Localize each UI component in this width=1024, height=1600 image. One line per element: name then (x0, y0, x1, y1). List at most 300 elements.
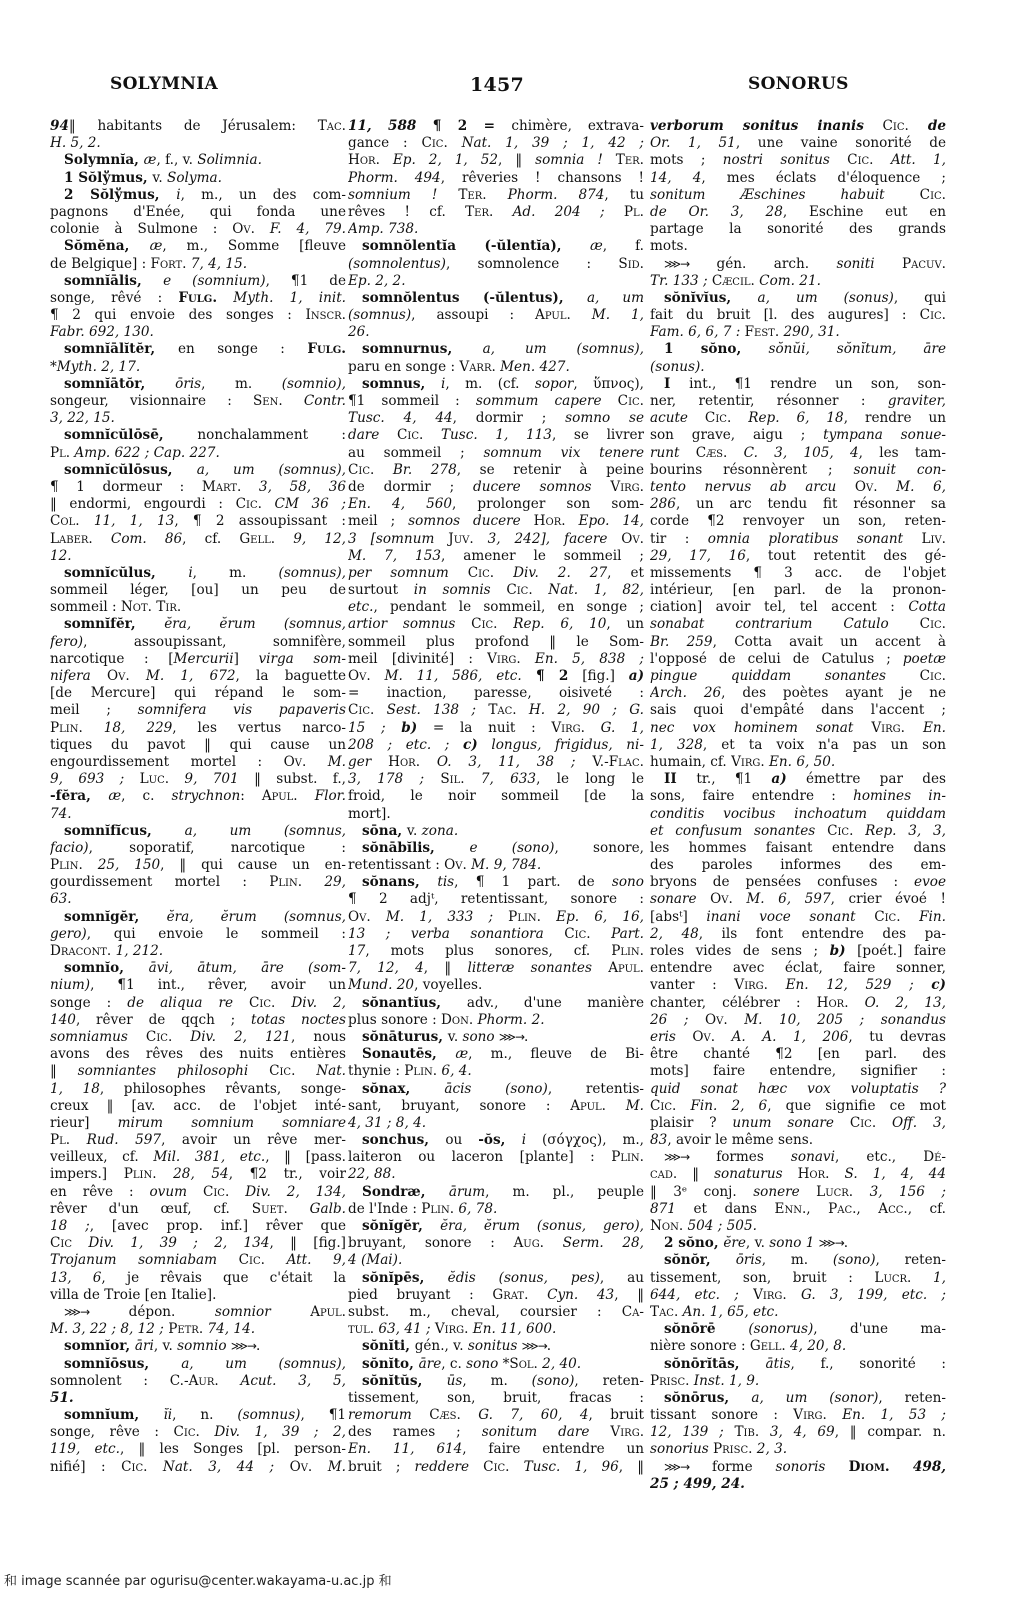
italic-text: 22, 88. (348, 1166, 396, 1183)
text-run: froid, le noir sommeil [de la (348, 788, 644, 805)
italic-text: 25 ; 499, 24. (650, 1475, 745, 1492)
text-run: villa de Troie [en Italie]. (50, 1286, 217, 1303)
author-abbreviation: Cic (50, 1235, 73, 1252)
text-run: ¶ 2 = (416, 118, 512, 134)
italic-text: per somnum (348, 564, 449, 581)
text-run: engourdissement mortel : (50, 753, 284, 770)
text-line (348, 1098, 644, 1115)
see-also-arrow-icon: ⋙→ (64, 1304, 90, 1319)
text-line (348, 1012, 644, 1029)
italic-text: ĕre (723, 1235, 746, 1252)
text-line (348, 651, 644, 668)
text-run: pagnons d'Enée, qui fonda une (50, 203, 346, 220)
text-run: , ils font entendre des pa- (698, 925, 946, 942)
text-run: forme (689, 1458, 776, 1475)
author-abbreviation: Dracont. (50, 943, 112, 959)
italic-text: acute (650, 410, 688, 427)
author-abbreviation: Aug. (513, 1235, 545, 1252)
italic-text: ĕra, ĕrum (somnus, (164, 616, 346, 633)
italic-text: Rud. 597 (70, 1132, 162, 1149)
headword: somnĭum, (64, 1407, 164, 1424)
text-run: somnolent : (50, 1372, 170, 1389)
text-line (50, 599, 346, 616)
author-abbreviation: Hor. (371, 753, 421, 770)
italic-text: Rep. 6, 18 (731, 410, 844, 427)
text-line (650, 1424, 946, 1441)
author-abbreviation: Plin. (123, 1166, 157, 1183)
italic-text: 13 ; verba sonantiora (348, 925, 544, 942)
text-line (348, 582, 644, 599)
italic-text: sonavi (790, 1149, 835, 1166)
text-run: , reten- (574, 1372, 644, 1389)
author-abbreviation: Ov. (232, 221, 255, 238)
text-line (348, 1081, 644, 1098)
author-abbreviation: Ov. (607, 530, 644, 547)
italic-text: Div. 2, 134, (229, 1183, 346, 1200)
italic-text: 3, 4, 69 (759, 1424, 835, 1441)
italic-text: Trojanum somniabam (50, 1252, 218, 1269)
text-line (650, 1184, 946, 1201)
text-run: meil [divinité] : (348, 650, 488, 667)
text-line (348, 685, 644, 702)
text-run: , que signifie ce mot (767, 1097, 946, 1114)
headword: Solymnĭa, (64, 152, 144, 169)
text-run: , somnolence : (445, 255, 619, 272)
text-line (650, 685, 946, 702)
text-line (650, 427, 946, 444)
see-also-arrow-icon: ⋙→ (664, 256, 690, 271)
text-line (348, 170, 644, 187)
italic-text: in somnis (413, 582, 491, 599)
italic-text: 208 ; etc. ; (348, 736, 464, 753)
text-line (348, 634, 644, 651)
italic-text: verborum sonitus inanis (650, 118, 864, 134)
text-run: , tu devras (848, 1028, 946, 1045)
italic-text: i (441, 375, 446, 392)
italic-text: i (176, 186, 181, 203)
italic-text: 13, 6 (50, 1269, 102, 1286)
text-line (650, 118, 946, 135)
italic-text: M. 10, 205 ; sonandus (727, 1011, 946, 1028)
italic-text: inani voce sonant (706, 908, 856, 925)
italic-text: Br. 278 (374, 461, 457, 478)
text-run: roles vides de sens ; (650, 943, 830, 959)
text-line (50, 1132, 346, 1149)
italic-text: 3, 156 ; (853, 1183, 946, 1200)
italic-text: c) (931, 977, 946, 994)
italic-text: 1, 328 (650, 736, 703, 753)
text-line (650, 1063, 946, 1080)
text-run: de Belgique] : (50, 255, 151, 272)
italic-text: *Myth. 2, 17. (50, 358, 141, 375)
text-line (650, 238, 946, 255)
author-abbreviation: Cic. (888, 616, 946, 633)
italic-text: de Or. 3, 28 (650, 203, 783, 220)
text-run: impers.] (50, 1166, 124, 1183)
italic-text: Cotta (908, 599, 946, 616)
text-line (348, 1287, 644, 1304)
text-line (650, 324, 946, 341)
text-line (50, 359, 346, 376)
text-run: , voyelles. (414, 977, 483, 994)
text-line (348, 788, 644, 805)
text-line (650, 1321, 946, 1338)
text-line (348, 290, 644, 307)
text-run: rêver d'un œuf, cf. (50, 1200, 252, 1217)
italic-text: 26 ; (650, 1011, 689, 1028)
author-abbreviation: Cic. (248, 1063, 296, 1080)
text-line (348, 238, 644, 255)
author-abbreviation: Virg. (589, 1424, 644, 1441)
author-abbreviation: Plin. (269, 874, 303, 891)
italic-text: ducere somnos (473, 478, 592, 495)
italic-text: 17 (348, 943, 366, 959)
italic-text: Amp. 738. (348, 221, 419, 238)
text-run: ¶ 2 (521, 668, 569, 684)
author-abbreviation: Plin. (493, 908, 541, 925)
text-run: , la baguette (235, 668, 346, 684)
text-run: ‖ 3ᵉ conj. (650, 1183, 754, 1200)
italic-text: 28, 54 (156, 1166, 229, 1183)
text-line (348, 513, 644, 530)
italic-text: sommum capere (475, 393, 602, 409)
text-line (50, 1304, 346, 1321)
see-also-arrow-icon: ⋙→ (664, 1459, 690, 1474)
text-run: ‖ (677, 1166, 715, 1183)
text-line (50, 393, 346, 410)
text-line (50, 1149, 346, 1166)
author-abbreviation: Cæcil. (707, 272, 755, 289)
text-line (348, 1218, 644, 1235)
text-line (348, 926, 644, 943)
headword: 1 Sŏlўmus, (64, 169, 153, 186)
italic-text: zona. (421, 822, 459, 839)
italic-text: āre (418, 1355, 442, 1372)
text-run: ‖ habitants de Jérusalem: (68, 118, 318, 134)
author-abbreviation: Lucr. (799, 1183, 854, 1200)
text-run: = la nuit : (417, 719, 552, 736)
text-line (348, 909, 644, 926)
author-abbreviation: Plin. (50, 857, 83, 874)
text-line (50, 1287, 346, 1304)
italic-text: remorum (348, 1407, 412, 1424)
text-run: ¶1 sommeil : (348, 393, 476, 409)
text-run: , dormir ; (452, 410, 566, 427)
italic-text: quid sonat hæc vox voluptatis ? (650, 1080, 946, 1097)
text-run: , [avec prop. inf.] rêver que (89, 1218, 346, 1234)
text-run: meil ; (50, 702, 138, 719)
text-line (650, 1287, 946, 1304)
text-run: , assoupi : (411, 307, 536, 324)
italic-text: Cyn. 43 (528, 1286, 615, 1303)
text-line (650, 616, 946, 633)
text-line (348, 1459, 644, 1476)
text-run: dépon. (89, 1303, 215, 1320)
italic-text: 63. (50, 891, 72, 908)
italic-text: Phorm. 494 (348, 169, 441, 186)
italic-text: 7, 4, 15. (186, 255, 248, 272)
italic-text: Ad. 204 ; (493, 203, 605, 220)
text-line (650, 977, 946, 994)
text-run: int., ¶1 rendre un son, son- (689, 375, 946, 392)
text-line (50, 771, 346, 788)
text-run: , reten- (875, 1252, 946, 1269)
text-run: sommeil léger, [ou] un peu de (50, 582, 346, 599)
italic-text: 18, 229 (82, 719, 173, 736)
text-line (348, 977, 644, 994)
text-run: ] (233, 650, 259, 667)
headword: sŏnantĭus, (362, 994, 467, 1011)
text-line (650, 221, 946, 238)
italic-text: Off. 3, (876, 1114, 946, 1131)
text-run: , soporatif, narcotique : (88, 839, 346, 856)
text-line (348, 1252, 644, 1269)
italic-text: En. 5, 838 ; (520, 650, 644, 667)
text-line (50, 634, 346, 651)
text-line (650, 891, 946, 908)
author-abbreviation: C.-Aur. (169, 1372, 219, 1389)
author-abbreviation: Plin. (611, 1149, 644, 1166)
text-line (50, 668, 346, 685)
italic-text: āvi, ātum, āre (som- (148, 960, 346, 977)
italic-text: e (sono) (469, 839, 555, 856)
italic-text: Div. 2. 27 (494, 564, 608, 581)
text-run: ciation] avoir tel, tel accent : (650, 599, 909, 616)
italic-text: unum sonare (732, 1114, 834, 1131)
text-line (50, 513, 346, 530)
text-line (50, 754, 346, 771)
text-line (650, 582, 946, 599)
italic-text: Com. 86 (92, 530, 183, 547)
headword: somnĭor, (64, 1338, 135, 1355)
italic-text: Serm. 28, (544, 1235, 644, 1252)
text-line (50, 376, 346, 393)
text-line (348, 1235, 644, 1252)
text-line (50, 651, 346, 668)
author-abbreviation: Apul. (261, 788, 298, 805)
text-run: , m. (192, 564, 279, 581)
text-run: . (546, 1338, 552, 1355)
text-run: , avoir le même sens. (667, 1132, 814, 1149)
italic-text: somnio (177, 1338, 231, 1355)
text-line (650, 256, 946, 273)
italic-text: Br. 259 (650, 633, 713, 650)
author-abbreviation: Apul. (570, 1097, 606, 1114)
text-line (50, 857, 346, 874)
text-line (650, 1373, 946, 1390)
text-line (650, 1407, 946, 1424)
text-run: plaisir ? (650, 1114, 733, 1131)
author-abbreviation: tul. (348, 1321, 375, 1338)
text-line (50, 720, 346, 737)
text-run: vanter : (650, 977, 735, 994)
italic-text: Div. 2, 121 (172, 1028, 291, 1045)
italic-text: longus, frigidus, ni- (477, 736, 644, 753)
text-line (50, 1218, 346, 1235)
text-run: au sommeil ; (348, 444, 484, 461)
text-line (650, 410, 946, 427)
italic-text: (somnus) (348, 307, 412, 324)
text-run: songe, rêvé : (50, 289, 179, 306)
text-run: , amener le sommeil ; (441, 547, 644, 564)
headword: sŏnōrus, (664, 1389, 752, 1406)
italic-text: En. 6, 50. (764, 753, 836, 770)
headword: sŏnĭtŭs, (362, 1372, 447, 1389)
text-line (650, 1441, 946, 1458)
author-abbreviation: Gell. (239, 530, 276, 547)
text-run: , cf. (907, 1200, 946, 1217)
text-line (650, 840, 946, 857)
italic-text: tis (437, 874, 455, 891)
text-line (50, 685, 346, 702)
text-line (348, 1270, 644, 1287)
italic-text: nostri sonitus (722, 152, 830, 169)
author-abbreviation: Inscr. (305, 307, 346, 324)
headword: sŏnābĭlis, (362, 839, 470, 856)
italic-text: 3 [somnum (348, 530, 435, 547)
text-run: avons des rêves des nuits entières (50, 1046, 346, 1063)
text-run: , nous (290, 1028, 346, 1045)
italic-text: soniti (836, 255, 875, 272)
text-line (50, 943, 346, 960)
italic-text: de aliqua re (127, 994, 233, 1011)
headword: somnĭcŭlōsus, (64, 461, 197, 478)
italic-text: poetæ (902, 650, 946, 667)
italic-text: ōris (735, 1252, 762, 1269)
italic-text: ātis (765, 1355, 791, 1372)
text-run: sommeil plus profond ‖ le Som- (348, 633, 644, 650)
author-abbreviation: Sen. (252, 393, 283, 409)
text-line (348, 462, 644, 479)
italic-text: Phorm. 2. (473, 1011, 545, 1028)
text-run: , m. (761, 1252, 833, 1269)
text-line (650, 513, 946, 530)
italic-text: runt (650, 444, 680, 461)
author-abbreviation: Virg. (591, 478, 644, 495)
headword: II (664, 771, 697, 788)
text-line (650, 1356, 946, 1373)
text-run: songe, rêve : (50, 1424, 174, 1441)
text-run: , je rêvais que c'était la (101, 1269, 346, 1286)
text-run: , tout retentit des gé- (745, 547, 946, 564)
text-line (50, 1201, 346, 1218)
italic-text: 1, 212. (111, 943, 164, 959)
author-abbreviation: Cic. (187, 1183, 230, 1200)
text-line (50, 135, 346, 152)
text-line (50, 1235, 346, 1252)
italic-text: M. (306, 753, 346, 770)
author-abbreviation: Fest. (740, 324, 780, 341)
text-line (50, 1115, 346, 1132)
italic-text: ĕra, ĕrum (sonus, gero), (440, 1218, 644, 1234)
italic-text: sŏnŭi, sŏnĭtum, āre (768, 341, 946, 358)
text-run: , philosophes rêvants, songe- (99, 1080, 346, 1097)
text-line (650, 599, 946, 616)
text-line (650, 1304, 946, 1321)
text-line (650, 496, 946, 513)
author-abbreviation: Fulg. (178, 289, 218, 306)
italic-text: Contr. (282, 393, 346, 409)
italic-text: nifera (50, 668, 91, 684)
text-run: -ŏs, (478, 1132, 522, 1149)
author-abbreviation: Cic. (235, 496, 262, 513)
text-run: , m. (201, 375, 282, 392)
text-run: nière sonore : (650, 1338, 750, 1355)
text-run: [de Mercure] qui répand le som- (50, 685, 346, 702)
italic-text: Rep. 3, 3, (853, 822, 946, 839)
text-line (348, 393, 644, 410)
italic-text: 25, 150 (82, 857, 161, 874)
italic-text: omnia ploratibus sonant (707, 530, 904, 547)
text-run: , d'une ma- (813, 1321, 946, 1338)
author-abbreviation: Cic. (127, 1028, 173, 1045)
text-run: ¶ 1 dormeur : (50, 478, 202, 495)
text-run: plus sonore : (348, 1011, 441, 1028)
italic-text: Galb. (287, 1200, 346, 1217)
italic-text: āri (134, 1338, 154, 1355)
headword: somnĭātŏr, (64, 375, 176, 392)
italic-text: sonere (753, 1183, 800, 1200)
italic-text: En. 1, 53 ; (826, 1407, 946, 1424)
italic-text: 3, 58, 36 (241, 478, 346, 495)
author-abbreviation: Cic. (919, 307, 946, 324)
text-line (650, 788, 946, 805)
text-line (50, 788, 346, 805)
italic-text: 6, 4. (437, 1063, 472, 1080)
author-abbreviation: Cic. (833, 1114, 877, 1131)
author-abbreviation: Tib. (723, 1424, 760, 1441)
author-abbreviation: Cic. (217, 1252, 265, 1269)
text-line (50, 341, 346, 358)
text-line (348, 410, 644, 427)
text-run: ‖ subst. f., (238, 771, 346, 788)
text-line (650, 823, 946, 840)
author-abbreviation: Virg. (731, 753, 765, 770)
italic-text: ovum (149, 1183, 187, 1200)
text-line (650, 737, 946, 754)
italic-text: H. 5, 2. (50, 135, 101, 152)
text-line (50, 1063, 346, 1080)
author-abbreviation: Cic. (421, 135, 448, 152)
italic-text: 286 (650, 496, 676, 513)
text-run: , rêveries ! chansons ! (440, 169, 644, 186)
author-abbreviation: Hor. (816, 994, 849, 1011)
running-head-right: SONORUS (748, 74, 849, 94)
text-line (348, 1166, 644, 1183)
text-line (50, 1252, 346, 1269)
text-run: sommeil : (50, 599, 121, 616)
text-line (50, 479, 346, 496)
text-run: mots. (650, 238, 688, 255)
text-run: bruit ; (348, 1458, 415, 1475)
author-abbreviation: Cic. (687, 410, 732, 427)
italic-text: En. (904, 719, 946, 736)
italic-text: nec vox hominem sonat (650, 719, 854, 736)
italic-text: M. 1, (570, 307, 644, 324)
author-abbreviation: Fort. (150, 255, 187, 272)
text-run: -fĕra, (50, 788, 109, 805)
text-line (50, 977, 346, 994)
italic-text: 9, 701 (169, 771, 239, 788)
text-run: , ‖ (614, 1286, 644, 1303)
text-line (50, 1012, 346, 1029)
text-line (650, 479, 946, 496)
text-line (348, 427, 644, 444)
author-abbreviation: Hor. (782, 1166, 830, 1183)
italic-text: a, um (somnus), (482, 341, 644, 358)
italic-text: Phorm. 874 (486, 186, 605, 203)
text-run: , avoir un rêve mer- (161, 1132, 346, 1149)
